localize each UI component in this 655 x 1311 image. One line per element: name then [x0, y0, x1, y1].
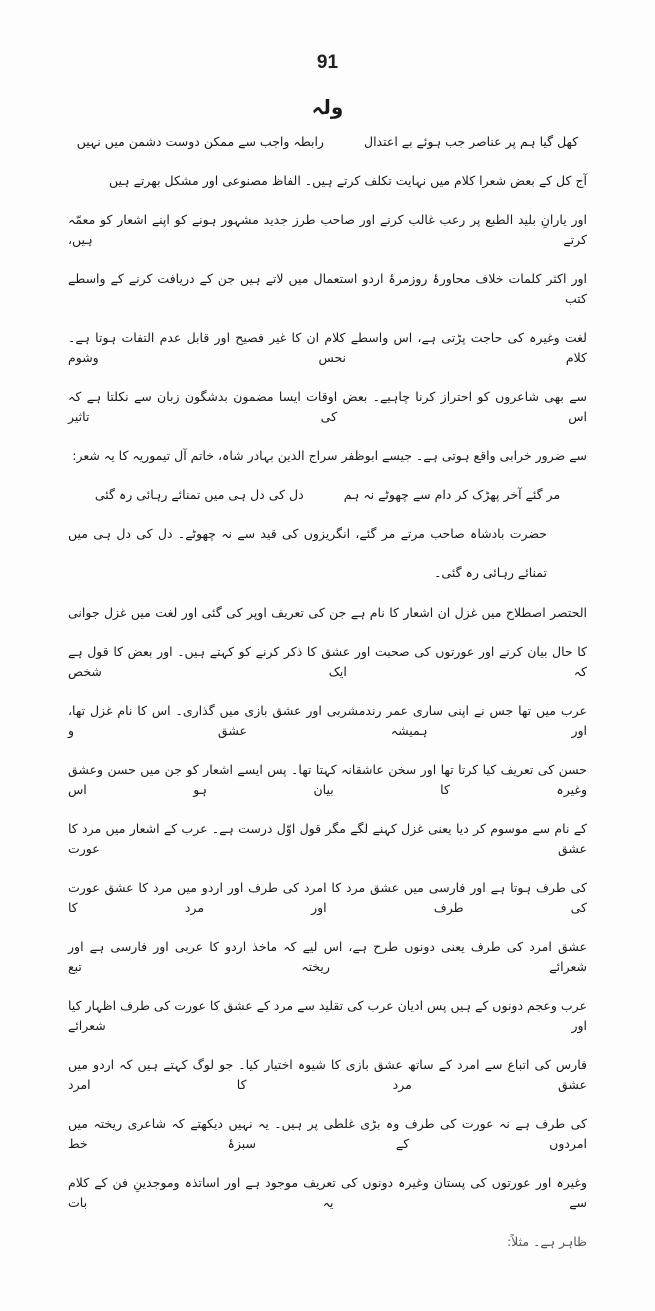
paragraph-3-line: کا حال بیان کرنے اور عورتوں کی صحبت اور عشق کا ذکر کرنے کو کہتے ہیں۔ اور بعض کا قول ہے کہ ایک شخص — [68, 644, 587, 679]
verse-1-second-hemistich: رابطہ واجب سے ممکن دوست دشمن میں نہیں — [76, 134, 324, 149]
paragraph-3-line: فارس کی اتباع سے امرد کے ساتھ عشق بازی کا شیوہ اختیار کیا۔ جو لوگ کہتے ہیں کہ اردو میں عشق مرد کا امرد — [68, 1057, 587, 1092]
page-number: 91 — [316, 52, 339, 73]
paragraph-3-line: عرب وعجم دونوں کے ہیں پس ادیان عرب کی تقلید سے مرد کے عشق کا عورت کی طرف اظہار کیا اور شعرائے — [68, 998, 587, 1033]
paragraph-1-line: آج کل کے بعض شعرا کلام میں نہایت تکلف کرتے ہیں۔ الفاظ مصنوعی اور مشکل بھرتے ہیں — [109, 173, 587, 188]
verse-2-second-hemistich: دل کی دل ہی میں تمنائے رہائی رہ گئی — [94, 487, 304, 502]
paragraph-3-line: کی طرف ہے نہ عورت کی طرف وہ بڑی غلطی پر ہیں۔ یہ نہیں دیکھتے کہ شاعری ریختہ میں امردوں کے سبزۂ خط — [68, 1116, 587, 1151]
paragraph-1-line: سے ضرور خرابی واقع ہوتی ہے۔ جیسے ابوظفر سراج الدین بہادر شاہ، خاتم آل تیموریہ کا یہ شعر: — [72, 448, 587, 463]
verse-1-first-hemistich: کھل گیا ہم پر عناصر جب ہوئے بے اعتدال — [363, 134, 579, 149]
paragraph-2-line: تمنائے رہائی رہ گئی۔ — [434, 565, 547, 580]
verse-2-first-hemistich: مر گئے آخر پھڑک کر دام سے چھوٹے نہ ہم — [343, 487, 561, 502]
paragraph-2-line: حضرت بادشاہ صاحب مرتے مر گئے، انگریزوں کی قید سے نہ چھوٹے۔ دل کی دل ہی میں — [68, 526, 547, 541]
paragraph-3-line: کی طرف ہوتا ہے اور فارسی میں عشق مرد کا امرد کی طرف اور اردو میں مرد کا عشق عورت کی طرف اور مرد کا — [68, 880, 587, 915]
paragraph-1 — [68, 171, 587, 466]
paragraph-3-line: حسن کی تعریف کیا کرتا تھا اور سخن عاشقانہ کہتا تھا۔ پس ایسے اشعار کو جن میں حسن وعشق وغیرہ کا بیان ہو اس — [68, 762, 587, 797]
paragraph-2 — [68, 524, 587, 583]
paragraph-3-line: عشق امرد کی طرف یعنی دونوں طرح ہے، اس لیے کہ ماخذ اردو کا عربی اور فارسی ہے اور شعرائے ریختہ تبع — [68, 939, 587, 974]
paragraph-3 — [68, 603, 587, 1252]
paragraph-1-line: اور یارانِ بلید الطبع پر رعب غالب کرنے اور صاحب طرز جدید مشہور ہونے کو اپنے اشعار کو معمّہ کرتے ہیں، — [68, 212, 587, 247]
paragraph-3-line: ظاہر ہے۔ مثلاً: — [506, 1234, 587, 1249]
verse-2 — [68, 485, 587, 505]
paragraph-3-line: عرب میں تھا جس نے اپنی ساری عمر رندمشربی اور عشق بازی میں گذاری۔ اس کا نام غزل تھا، اور ہمیشہ عشق و — [68, 703, 587, 738]
section-heading: ولہ — [311, 95, 344, 119]
paragraph-3-line: الحتصر اصطلاح میں غزل ان اشعار کا نام ہے جن کی تعریف اوپر کی گئی اور لغت میں غزل جوانی — [68, 605, 587, 620]
paragraph-1-line: لغت وغیرہ کی حاجت پڑتی ہے، اس واسطے کلام ان کا غیر فصیح اور قابل عدم التفات ہوتا ہے۔ کلام نحس وشوم — [68, 330, 587, 365]
paragraph-1-line: سے بھی شاعروں کو احتراز کرنا چاہیے۔ بعض اوقات ایسا مضمون بدشگون زبان سے نکلتا ہے کہ اس کی تاثیر — [68, 389, 587, 424]
paragraph-3-line: کے نام سے موسوم کر دیا یعنی غزل کہنے لگے مگر قول اوّل درست ہے۔ عرب کے اشعار میں مرد کا عشق عورت — [68, 821, 587, 856]
paragraph-3-line: وغیرہ اور عورتوں کی پستان وغیرہ دونوں کی تعریف موجود ہے اور اساتذہ وموجدینِ فن کے کلام سے یہ بات — [68, 1175, 587, 1210]
paragraph-1-line: اور اکثر کلمات خلاف محاورۂ روزمرۂ اردو استعمال میں لاتے ہیں جن کے دریافت کرنے کے واسطے کتب — [68, 271, 587, 306]
verse-1 — [68, 132, 587, 152]
